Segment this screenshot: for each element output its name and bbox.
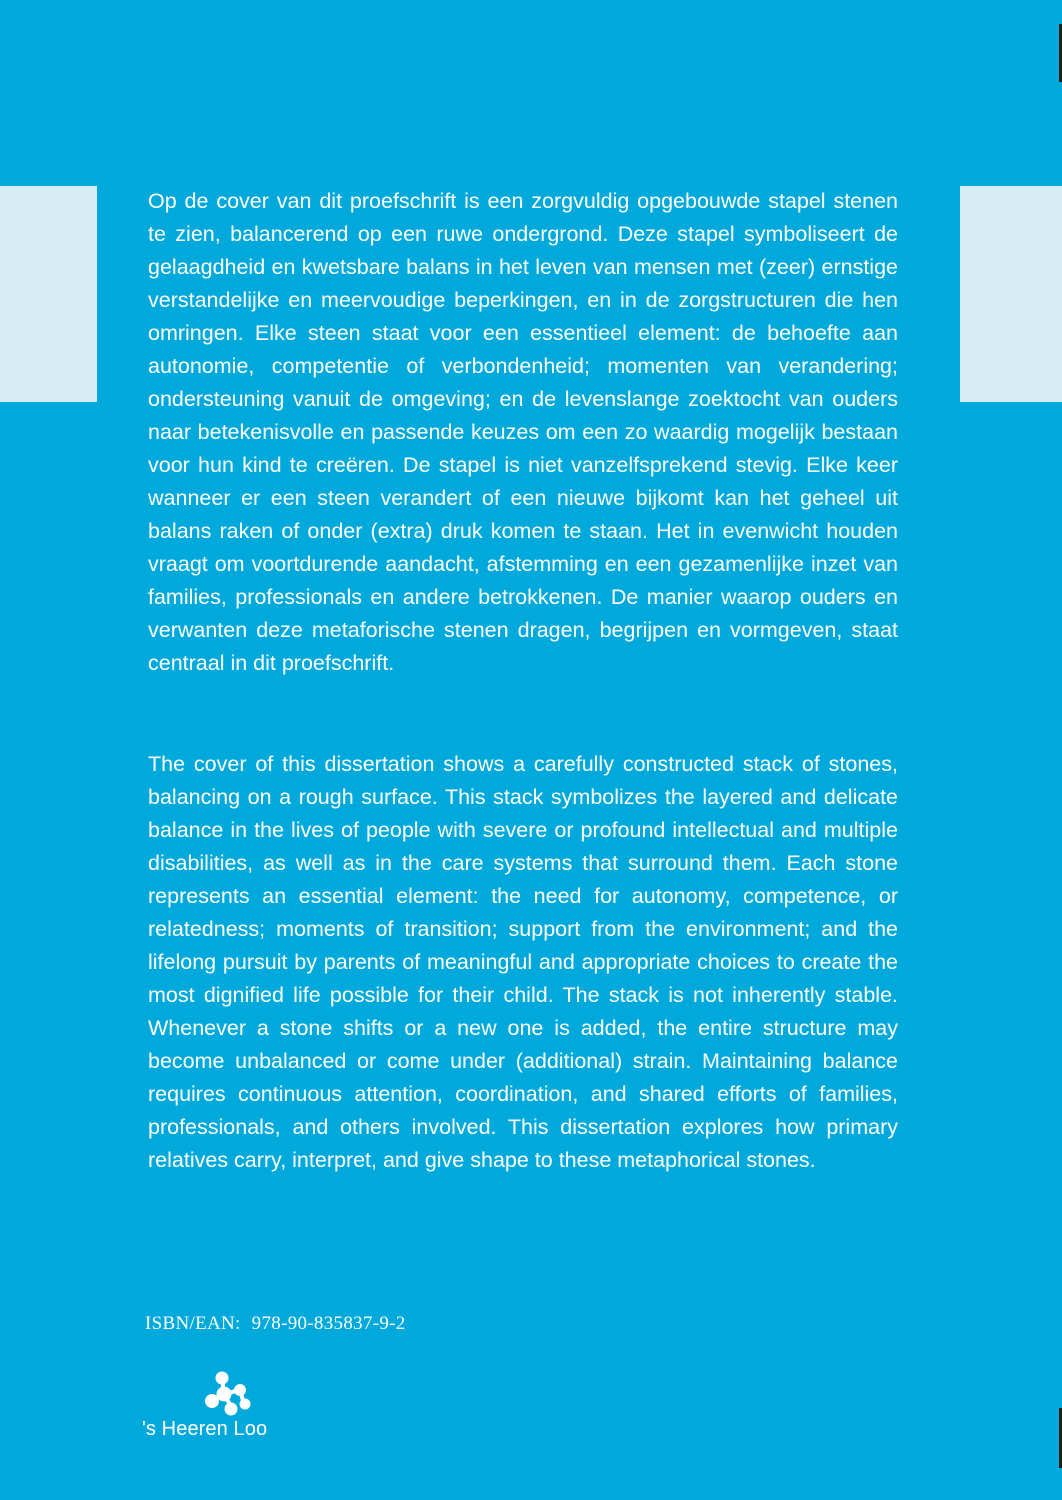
isbn-value: 978-90-835837-9-2: [251, 1313, 406, 1334]
dutch-summary-paragraph: Op de cover van dit proefschrift is een zorgvuldig opgebouwde stapel stenen te zien, balancerend op een ruwe ondergrond. Deze stapel symboliseert de gelaagdheid en kwetsbare balans in het leven van mensen met (zeer) ernstige verstandelijke en meervoudige beperkingen, en in de zorgstructuren die hen omringen. Elke steen staat voor een essentieel element: de behoefte aan autonomie, competentie of verbondenheid; momenten van verandering; ondersteuning vanuit de omgeving; en de levenslange zoektocht van ouders naar betekenisvolle en passende keuzes om een zo waardig mogelijk bestaan voor hun kind te creëren. De stapel is niet vanzelfsprekend stevig. Elke keer wanneer er een steen verandert of een nieuwe bijkomt kan het geheel uit balans raken of onder (extra) druk komen te staan. Het in evenwicht houden vraagt om voortdurende aandacht, afstemming en een gezamenlijke inzet van families, professionals en andere betrokkenen. De manier waarop ouders en verwanten deze metaforische stenen dragen, begrijpen en vormgeven, staat centraal in dit proefschrift.: [148, 189, 898, 675]
english-summary-paragraph: The cover of this dissertation shows a carefully constructed stack of stones, balancing on a rough surface. This stack symbolizes the layered and delicate balance in the lives of people with severe or profound intellectual and multiple disabilities, as well as in the care systems that surround them. Each stone represents an essential element: the need for autonomy, competence, or relatedness; moments of transition; support from the environment; and the lifelong pursuit by parents of meaningful and appropriate choices to create the most dignified life possible for their child. The stack is not inherently stable. Whenever a stone shifts or a new one is added, the entire structure may become unbalanced or come under (additional) strain. Maintaining balance requires continuous attention, coordination, and shared efforts of families, professionals, and others involved. This dissertation explores how primary relatives carry, interpret, and give shape to these metaphorical stones.: [148, 752, 898, 1172]
publisher-logo: [140, 1370, 290, 1450]
left-side-tab: [0, 186, 97, 402]
isbn-label: ISBN/EAN:: [145, 1313, 241, 1334]
right-side-tab: [960, 186, 1062, 402]
isbn-line: [145, 1313, 406, 1335]
publisher-name: 's Heeren Loo: [142, 1418, 268, 1440]
molecule-cluster-icon: [200, 1370, 252, 1418]
